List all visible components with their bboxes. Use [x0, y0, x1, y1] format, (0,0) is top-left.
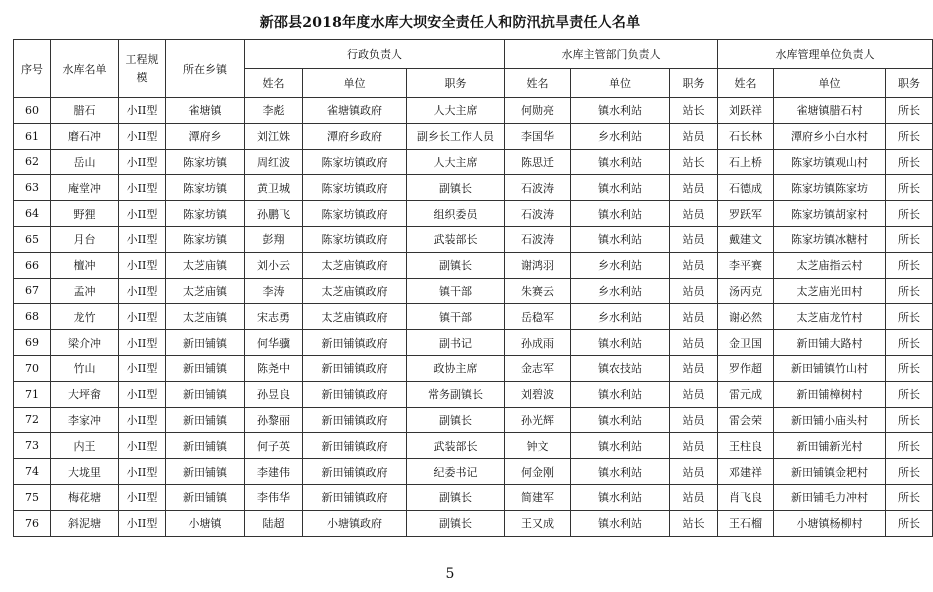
dept-name-cell: 陈思迁: [505, 149, 571, 175]
reservoir-cell: 大坪畲: [51, 381, 119, 407]
town-cell: 陈家坊镇: [166, 201, 245, 227]
page-number: 5: [445, 566, 455, 582]
scale-cell: 小II型: [119, 278, 166, 304]
admin-unit-cell: 新田铺镇政府: [303, 330, 407, 356]
admin-duty-cell: 副镇长: [407, 484, 505, 510]
seq-cell: 63: [14, 175, 51, 201]
seq-cell: 74: [14, 459, 51, 485]
header-town: 所在乡镇: [166, 40, 245, 98]
seq-cell: 66: [14, 252, 51, 278]
reservoir-cell: 腊石: [51, 98, 119, 124]
mgmt-duty-cell: 所长: [886, 123, 933, 149]
mgmt-unit-cell: 新田铺镇竹山村: [774, 355, 886, 381]
seq-cell: 72: [14, 407, 51, 433]
mgmt-duty-cell: 所长: [886, 381, 933, 407]
dept-unit-cell: 镇水利站: [571, 330, 670, 356]
admin-unit-cell: 新田铺镇政府: [303, 459, 407, 485]
dept-unit-cell: 乡水利站: [571, 304, 670, 330]
dept-name-cell: 刘碧波: [505, 381, 571, 407]
dept-unit-cell: 镇水利站: [571, 149, 670, 175]
admin-name-cell: 陆超: [245, 510, 303, 536]
admin-unit-cell: 潭府乡政府: [303, 123, 407, 149]
table-row: [14, 149, 933, 175]
admin-unit-cell: 太芝庙镇政府: [303, 278, 407, 304]
dept-unit-cell: 镇水利站: [571, 226, 670, 252]
table-row: [14, 304, 933, 330]
mgmt-name-cell: 罗跃军: [718, 201, 774, 227]
admin-duty-cell: 人大主席: [407, 149, 505, 175]
table-row: [14, 355, 933, 381]
page-title: 新邵县2018年度水库大坝安全责任人和防汛抗旱责任人名单: [259, 15, 641, 31]
mgmt-name-cell: 刘跃祥: [718, 98, 774, 124]
mgmt-unit-cell: 新田铺樟树村: [774, 381, 886, 407]
dept-duty-cell: 站员: [670, 484, 718, 510]
admin-unit-cell: 新田铺镇政府: [303, 355, 407, 381]
dept-duty-cell: 站员: [670, 304, 718, 330]
mgmt-duty-cell: 所长: [886, 355, 933, 381]
dept-unit-cell: 镇水利站: [571, 407, 670, 433]
town-cell: 新田铺镇: [166, 381, 245, 407]
dept-duty-cell: 站员: [670, 330, 718, 356]
admin-unit-cell: 新田铺镇政府: [303, 484, 407, 510]
dept-name-cell: 石波涛: [505, 201, 571, 227]
table-row: [14, 381, 933, 407]
table-row: [14, 484, 933, 510]
dept-unit-cell: 镇水利站: [571, 433, 670, 459]
dept-name-cell: 孙成雨: [505, 330, 571, 356]
dept-unit-cell: 镇水利站: [571, 98, 670, 124]
header-admin-group: 行政负责人: [245, 40, 505, 69]
admin-name-cell: 彭翔: [245, 226, 303, 252]
dept-duty-cell: 站员: [670, 381, 718, 407]
town-cell: 新田铺镇: [166, 433, 245, 459]
dept-unit-cell: 乡水利站: [571, 252, 670, 278]
admin-name-cell: 孙昱良: [245, 381, 303, 407]
reservoir-cell: 磨石冲: [51, 123, 119, 149]
dept-unit-cell: 镇水利站: [571, 459, 670, 485]
header-dept-name: 姓名: [505, 69, 571, 98]
mgmt-duty-cell: 所长: [886, 98, 933, 124]
admin-duty-cell: 副乡长工作人员: [407, 123, 505, 149]
dept-duty-cell: 站员: [670, 407, 718, 433]
mgmt-name-cell: 汤丙克: [718, 278, 774, 304]
table-row: [14, 98, 933, 124]
reservoir-cell: 檀冲: [51, 252, 119, 278]
table-row: [14, 201, 933, 227]
mgmt-duty-cell: 所长: [886, 510, 933, 536]
admin-duty-cell: 副书记: [407, 330, 505, 356]
admin-name-cell: 孙鹏飞: [245, 201, 303, 227]
header-mgmt-duty: 职务: [886, 69, 933, 98]
mgmt-name-cell: 李平赛: [718, 252, 774, 278]
mgmt-duty-cell: 所长: [886, 149, 933, 175]
town-cell: 潭府乡: [166, 123, 245, 149]
dept-name-cell: 何金刚: [505, 459, 571, 485]
town-cell: 太芝庙镇: [166, 304, 245, 330]
mgmt-unit-cell: 太芝庙指云村: [774, 252, 886, 278]
town-cell: 陈家坊镇: [166, 175, 245, 201]
scale-cell: 小II型: [119, 330, 166, 356]
scale-cell: 小II型: [119, 381, 166, 407]
reservoir-cell: 孟冲: [51, 278, 119, 304]
reservoir-cell: 内王: [51, 433, 119, 459]
admin-name-cell: 陈尧中: [245, 355, 303, 381]
dept-duty-cell: 站员: [670, 252, 718, 278]
mgmt-unit-cell: 陈家坊镇观山村: [774, 149, 886, 175]
admin-name-cell: 刘江姝: [245, 123, 303, 149]
dept-name-cell: 谢鸿羽: [505, 252, 571, 278]
dept-duty-cell: 站员: [670, 201, 718, 227]
mgmt-name-cell: 石上桥: [718, 149, 774, 175]
dept-unit-cell: 镇水利站: [571, 510, 670, 536]
dept-duty-cell: 站员: [670, 175, 718, 201]
mgmt-name-cell: 罗作超: [718, 355, 774, 381]
table-row: [14, 252, 933, 278]
dept-unit-cell: 镇农技站: [571, 355, 670, 381]
reservoir-cell: 大垅里: [51, 459, 119, 485]
dept-name-cell: 简建军: [505, 484, 571, 510]
header-mgmt-group: 水库管理单位负责人: [718, 40, 933, 69]
header-seq: 序号: [14, 40, 51, 98]
table-row: [14, 123, 933, 149]
dept-name-cell: 王又成: [505, 510, 571, 536]
header-mgmt-unit: 单位: [774, 69, 886, 98]
mgmt-unit-cell: 太芝庙光田村: [774, 278, 886, 304]
mgmt-name-cell: 邓建祥: [718, 459, 774, 485]
mgmt-duty-cell: 所长: [886, 433, 933, 459]
dept-unit-cell: 乡水利站: [571, 123, 670, 149]
header-dept-duty: 职务: [670, 69, 718, 98]
town-cell: 新田铺镇: [166, 459, 245, 485]
admin-unit-cell: 太芝庙镇政府: [303, 304, 407, 330]
reservoir-cell: 庵堂冲: [51, 175, 119, 201]
mgmt-name-cell: 王柱良: [718, 433, 774, 459]
reservoir-cell: 月台: [51, 226, 119, 252]
mgmt-name-cell: 雷元成: [718, 381, 774, 407]
dept-unit-cell: 镇水利站: [571, 175, 670, 201]
admin-duty-cell: 副镇长: [407, 407, 505, 433]
mgmt-unit-cell: 陈家坊镇陈家坊: [774, 175, 886, 201]
admin-duty-cell: 人大主席: [407, 98, 505, 124]
scale-cell: 小II型: [119, 407, 166, 433]
dept-duty-cell: 站员: [670, 226, 718, 252]
mgmt-duty-cell: 所长: [886, 459, 933, 485]
admin-name-cell: 何子英: [245, 433, 303, 459]
mgmt-duty-cell: 所长: [886, 484, 933, 510]
town-cell: 雀塘镇: [166, 98, 245, 124]
mgmt-name-cell: 肖飞良: [718, 484, 774, 510]
mgmt-name-cell: 石长林: [718, 123, 774, 149]
mgmt-duty-cell: 所长: [886, 201, 933, 227]
header-scale: 工程规模: [119, 40, 166, 98]
dept-name-cell: 钟文: [505, 433, 571, 459]
mgmt-unit-cell: 小塘镇杨柳村: [774, 510, 886, 536]
mgmt-duty-cell: 所长: [886, 278, 933, 304]
admin-unit-cell: 陈家坊镇政府: [303, 226, 407, 252]
admin-duty-cell: 组织委员: [407, 201, 505, 227]
dept-name-cell: 李国华: [505, 123, 571, 149]
dept-name-cell: 金志军: [505, 355, 571, 381]
admin-duty-cell: 常务副镇长: [407, 381, 505, 407]
dept-duty-cell: 站员: [670, 278, 718, 304]
seq-cell: 62: [14, 149, 51, 175]
town-cell: 陈家坊镇: [166, 226, 245, 252]
scale-cell: 小II型: [119, 149, 166, 175]
header-dept-unit: 单位: [571, 69, 670, 98]
table-row: [14, 510, 933, 536]
reservoir-cell: 梅花塘: [51, 484, 119, 510]
mgmt-unit-cell: 陈家坊镇胡家村: [774, 201, 886, 227]
header-admin-duty: 职务: [407, 69, 505, 98]
seq-cell: 73: [14, 433, 51, 459]
scale-cell: 小II型: [119, 433, 166, 459]
header-mgmt-name: 姓名: [718, 69, 774, 98]
admin-name-cell: 周红波: [245, 149, 303, 175]
admin-duty-cell: 纪委书记: [407, 459, 505, 485]
town-cell: 太芝庙镇: [166, 278, 245, 304]
admin-name-cell: 宋志勇: [245, 304, 303, 330]
admin-duty-cell: 镇干部: [407, 304, 505, 330]
mgmt-name-cell: 王石榴: [718, 510, 774, 536]
admin-duty-cell: 副镇长: [407, 252, 505, 278]
seq-cell: 60: [14, 98, 51, 124]
seq-cell: 64: [14, 201, 51, 227]
town-cell: 新田铺镇: [166, 484, 245, 510]
admin-name-cell: 李建伟: [245, 459, 303, 485]
admin-name-cell: 孙黎丽: [245, 407, 303, 433]
mgmt-unit-cell: 新田铺镇金耙村: [774, 459, 886, 485]
seq-cell: 69: [14, 330, 51, 356]
admin-name-cell: 刘小云: [245, 252, 303, 278]
mgmt-unit-cell: 新田铺毛力冲村: [774, 484, 886, 510]
admin-unit-cell: 陈家坊镇政府: [303, 175, 407, 201]
mgmt-duty-cell: 所长: [886, 330, 933, 356]
header-reservoir: 水库名单: [51, 40, 119, 98]
reservoir-cell: 岳山: [51, 149, 119, 175]
mgmt-unit-cell: 新田铺新光村: [774, 433, 886, 459]
admin-unit-cell: 新田铺镇政府: [303, 433, 407, 459]
admin-unit-cell: 陈家坊镇政府: [303, 149, 407, 175]
mgmt-name-cell: 金卫国: [718, 330, 774, 356]
seq-cell: 68: [14, 304, 51, 330]
dept-duty-cell: 站长: [670, 149, 718, 175]
town-cell: 太芝庙镇: [166, 252, 245, 278]
admin-unit-cell: 太芝庙镇政府: [303, 252, 407, 278]
town-cell: 新田铺镇: [166, 330, 245, 356]
dept-unit-cell: 乡水利站: [571, 278, 670, 304]
dept-name-cell: 孙光辉: [505, 407, 571, 433]
table-row: [14, 433, 933, 459]
scale-cell: 小II型: [119, 355, 166, 381]
mgmt-duty-cell: 所长: [886, 252, 933, 278]
admin-duty-cell: 副镇长: [407, 175, 505, 201]
admin-name-cell: 李涛: [245, 278, 303, 304]
header-admin-name: 姓名: [245, 69, 303, 98]
admin-duty-cell: 副镇长: [407, 510, 505, 536]
scale-cell: 小II型: [119, 175, 166, 201]
seq-cell: 65: [14, 226, 51, 252]
mgmt-unit-cell: 潭府乡小白水村: [774, 123, 886, 149]
table-row: [14, 226, 933, 252]
dept-duty-cell: 站长: [670, 98, 718, 124]
admin-unit-cell: 陈家坊镇政府: [303, 201, 407, 227]
scale-cell: 小II型: [119, 226, 166, 252]
admin-duty-cell: 武装部长: [407, 226, 505, 252]
mgmt-unit-cell: 陈家坊镇冰糖村: [774, 226, 886, 252]
seq-cell: 67: [14, 278, 51, 304]
seq-cell: 70: [14, 355, 51, 381]
dept-unit-cell: 镇水利站: [571, 201, 670, 227]
table-row: [14, 459, 933, 485]
dept-duty-cell: 站员: [670, 459, 718, 485]
mgmt-unit-cell: 雀塘镇腊石村: [774, 98, 886, 124]
reservoir-cell: 龙竹: [51, 304, 119, 330]
mgmt-duty-cell: 所长: [886, 304, 933, 330]
mgmt-duty-cell: 所长: [886, 175, 933, 201]
town-cell: 小塘镇: [166, 510, 245, 536]
scale-cell: 小II型: [119, 123, 166, 149]
mgmt-unit-cell: 太芝庙龙竹村: [774, 304, 886, 330]
reservoir-cell: 野狸: [51, 201, 119, 227]
scale-cell: 小II型: [119, 201, 166, 227]
dept-unit-cell: 镇水利站: [571, 381, 670, 407]
mgmt-unit-cell: 新田铺小庙头村: [774, 407, 886, 433]
header-admin-unit: 单位: [303, 69, 407, 98]
admin-unit-cell: 新田铺镇政府: [303, 407, 407, 433]
dept-duty-cell: 站员: [670, 433, 718, 459]
dept-name-cell: 何勋亮: [505, 98, 571, 124]
scale-cell: 小II型: [119, 252, 166, 278]
dept-name-cell: 朱赛云: [505, 278, 571, 304]
seq-cell: 71: [14, 381, 51, 407]
mgmt-duty-cell: 所长: [886, 226, 933, 252]
reservoir-cell: 梁介冲: [51, 330, 119, 356]
admin-name-cell: 李彪: [245, 98, 303, 124]
admin-unit-cell: 新田铺镇政府: [303, 381, 407, 407]
mgmt-name-cell: 石德成: [718, 175, 774, 201]
dept-duty-cell: 站员: [670, 123, 718, 149]
scale-cell: 小II型: [119, 98, 166, 124]
dept-name-cell: 石波涛: [505, 175, 571, 201]
dept-name-cell: 石波涛: [505, 226, 571, 252]
seq-cell: 61: [14, 123, 51, 149]
reservoir-cell: 李家冲: [51, 407, 119, 433]
admin-duty-cell: 武装部长: [407, 433, 505, 459]
town-cell: 新田铺镇: [166, 355, 245, 381]
admin-name-cell: 李伟华: [245, 484, 303, 510]
mgmt-unit-cell: 新田铺大路村: [774, 330, 886, 356]
header-dept-group: 水库主管部门负责人: [505, 40, 718, 69]
table-body: [14, 98, 933, 537]
admin-name-cell: 黄卫城: [245, 175, 303, 201]
responsibility-table: [13, 39, 933, 537]
reservoir-cell: 竹山: [51, 355, 119, 381]
admin-duty-cell: 政协主席: [407, 355, 505, 381]
mgmt-name-cell: 戴建文: [718, 226, 774, 252]
table-row: [14, 407, 933, 433]
admin-name-cell: 何华骥: [245, 330, 303, 356]
admin-duty-cell: 镇干部: [407, 278, 505, 304]
dept-duty-cell: 站员: [670, 355, 718, 381]
admin-unit-cell: 雀塘镇政府: [303, 98, 407, 124]
mgmt-name-cell: 谢必然: [718, 304, 774, 330]
dept-unit-cell: 镇水利站: [571, 484, 670, 510]
admin-unit-cell: 小塘镇政府: [303, 510, 407, 536]
seq-cell: 76: [14, 510, 51, 536]
table-row: [14, 175, 933, 201]
town-cell: 陈家坊镇: [166, 149, 245, 175]
dept-name-cell: 岳稳军: [505, 304, 571, 330]
table-row: [14, 330, 933, 356]
seq-cell: 75: [14, 484, 51, 510]
reservoir-cell: 斜泥塘: [51, 510, 119, 536]
mgmt-duty-cell: 所长: [886, 407, 933, 433]
scale-cell: 小II型: [119, 484, 166, 510]
dept-duty-cell: 站长: [670, 510, 718, 536]
scale-cell: 小II型: [119, 510, 166, 536]
mgmt-name-cell: 雷会荣: [718, 407, 774, 433]
town-cell: 新田铺镇: [166, 407, 245, 433]
scale-cell: 小II型: [119, 304, 166, 330]
table-row: [14, 278, 933, 304]
scale-cell: 小II型: [119, 459, 166, 485]
